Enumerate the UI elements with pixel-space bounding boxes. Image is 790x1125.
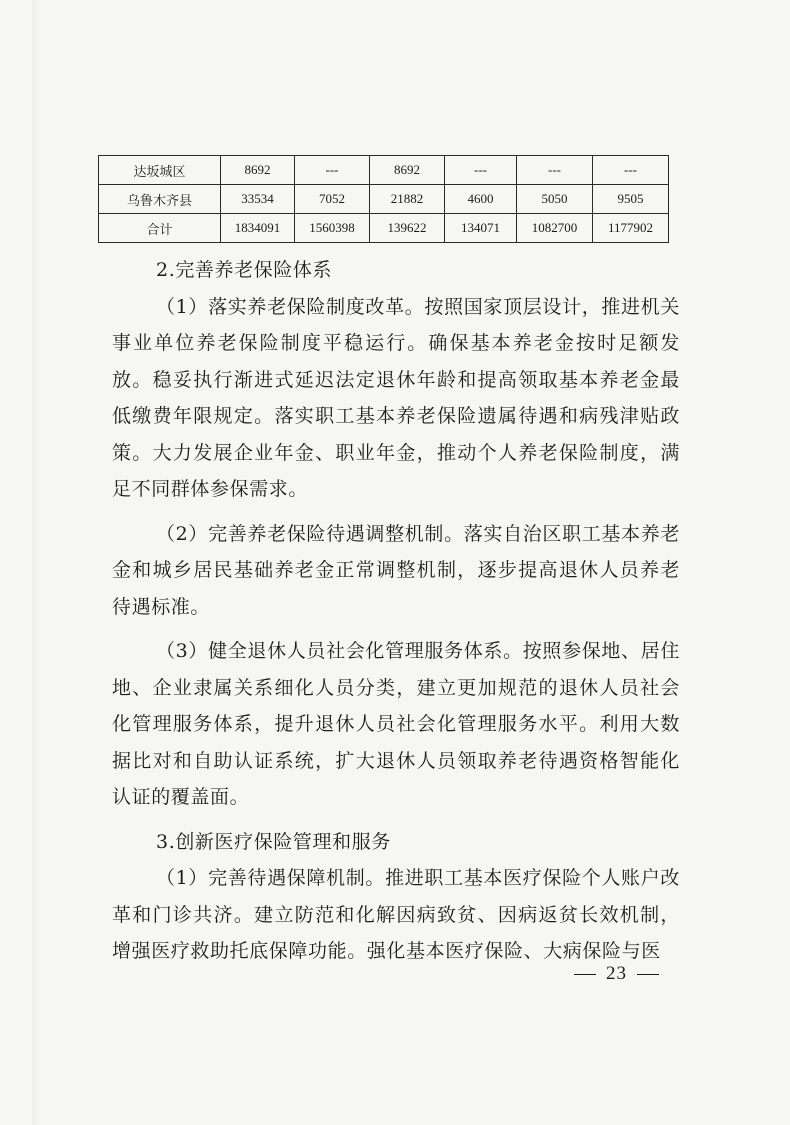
- paragraph: （1）落实养老保险制度改革。按照国家顶层设计，推进机关事业单位养老保险制度平稳运行。确保基本养老金按时足额发放。稳妥执行渐进式延迟法定退休年龄和提高领取基本养老金最低缴费年限规定。落实职工基本养老保险遗属待遇和病残津贴政策。大力发展企业年金、职业年金，推动个人养老保险制度，满足不同群体参保需求。: [112, 295, 680, 500]
- table-cell: 8692: [370, 156, 445, 185]
- table-cell: 33534: [221, 185, 295, 214]
- dash-left: [574, 974, 596, 975]
- section-heading: 3.创新医疗保险管理和服务: [156, 830, 391, 853]
- table-cell-district: 达坂城区: [99, 156, 221, 185]
- table-cell: 21882: [370, 185, 445, 214]
- table-total-row: [99, 214, 669, 243]
- dash-right: [637, 974, 659, 975]
- table-cell: 1834091: [221, 214, 295, 243]
- page-number: [574, 963, 674, 985]
- table-cell: 1177902: [593, 214, 669, 243]
- table-cell: 5050: [517, 185, 593, 214]
- table-cell: ---: [517, 156, 593, 185]
- table-cell: ---: [593, 156, 669, 185]
- table-cell: 4600: [445, 185, 517, 214]
- statistics-table: [98, 155, 669, 243]
- table-cell: ---: [445, 156, 517, 185]
- paragraph: （1）完善待遇保障机制。推进职工基本医疗保险个人账户改革和门诊共济。建立防范和化解因病致贫、因病返贫长效机制，增强医疗救助托底保障功能。强化基本医疗保险、大病保险与医: [112, 867, 680, 962]
- table-cell: 139622: [370, 214, 445, 243]
- table-cell: ---: [295, 156, 370, 185]
- table-cell: 1560398: [295, 214, 370, 243]
- section-heading: 2.完善养老保险体系: [156, 259, 333, 281]
- table-cell: 7052: [295, 185, 370, 214]
- table-cell: 1082700: [517, 214, 593, 243]
- table-row: [99, 156, 669, 185]
- table-cell: 8692: [221, 156, 295, 185]
- table-cell-total-label: 合计: [99, 214, 221, 243]
- binding-shadow: [32, 0, 40, 1125]
- table-row: [99, 185, 669, 214]
- paragraph: （3）健全退休人员社会化管理服务体系。按照参保地、居住地、企业隶属关系细化人员分类，建立更加规范的退休人员社会化管理服务体系，提升退休人员社会化管理服务水平。利用大数据比对和自助认证系统，扩大退休人员领取养老待遇资格智能化认证的覆盖面。: [112, 640, 680, 808]
- table-cell: 134071: [445, 214, 517, 243]
- page-number-value: 23: [606, 963, 627, 984]
- table-cell-district: 乌鲁木齐县: [99, 185, 221, 214]
- body-text: [112, 252, 680, 970]
- paragraph: （2）完善养老保险待遇调整机制。落实自治区职工基本养老金和城乡居民基础养老金正常调整机制，逐步提高退休人员养老待遇标准。: [112, 522, 680, 618]
- table-cell: 9505: [593, 185, 669, 214]
